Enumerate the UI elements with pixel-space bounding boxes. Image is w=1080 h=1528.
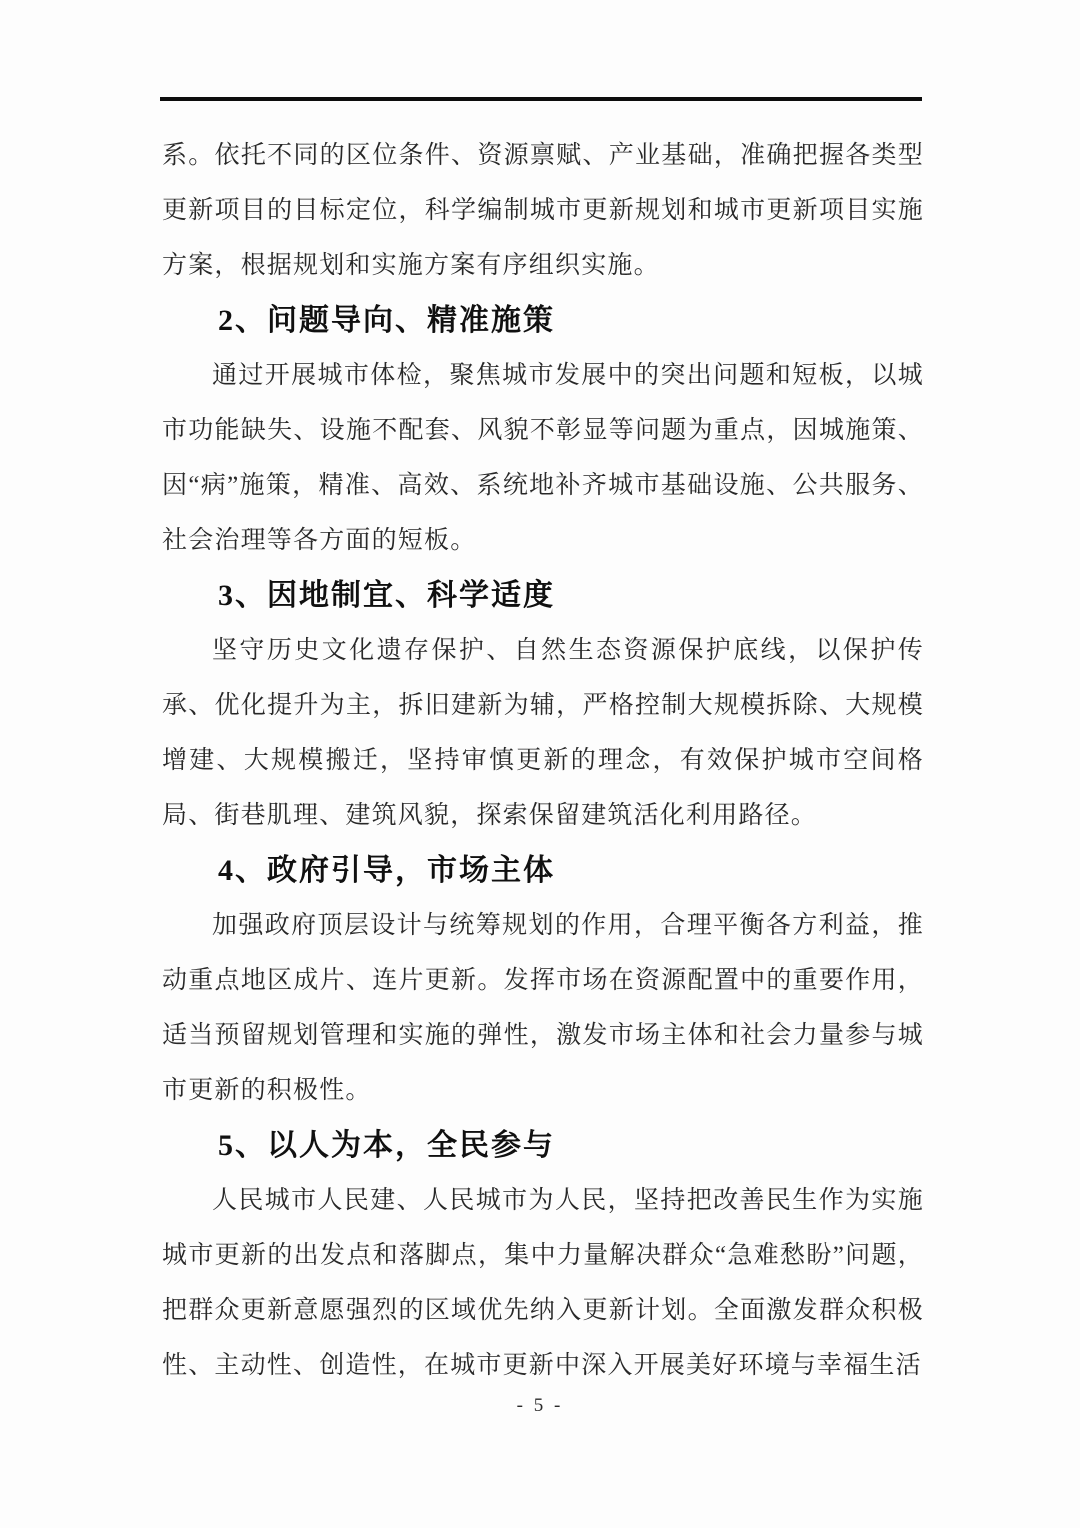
- header-rule: [160, 97, 922, 101]
- section-heading-3: 3、因地制宜、科学适度: [218, 579, 555, 612]
- paragraph-section-2: 通过开展城市体检，聚焦城市发展中的突出问题和短板，以城市功能缺失、设施不配套、风貌不彰显等问题为重点，因城施策、因“病”施策，精准、高效、系统地补齐城市基础设施、公共服务、社会治理等各方面的短板。: [162, 362, 924, 554]
- page-number: - 5 -: [516, 1395, 564, 1416]
- paragraph-section-5: 人民城市人民建、人民城市为人民，坚持把改善民生作为实施城市更新的出发点和落脚点，集中力量解决群众“急难愁盼”问题，把群众更新意愿强烈的区域优先纳入更新计划。全面激发群众积极性、主动性、创造性，在城市更新中深入开展美好环境与幸福生活: [162, 1187, 924, 1379]
- section-heading-5: 5、以人为本，全民参与: [218, 1129, 555, 1162]
- section-heading-2: 2、问题导向、精准施策: [218, 304, 555, 337]
- paragraph-continuation: 系。依托不同的区位条件、资源禀赋、产业基础，准确把握各类型更新项目的目标定位，科学编制城市更新规划和城市更新项目实施方案，根据规划和实施方案有序组织实施。: [162, 142, 924, 279]
- paragraph-section-4: 加强政府顶层设计与统筹规划的作用，合理平衡各方利益，推动重点地区成片、连片更新。发挥市场在资源配置中的重要作用，适当预留规划管理和实施的弹性，激发市场主体和社会力量参与城市更新的积极性。: [162, 912, 924, 1104]
- paragraph-section-3: 坚守历史文化遗存保护、自然生态资源保护底线，以保护传承、优化提升为主，拆旧建新为辅，严格控制大规模拆除、大规模增建、大规模搬迁，坚持审慎更新的理念，有效保护城市空间格局、街巷肌理、建筑风貌，探索保留建筑活化利用路径。: [162, 637, 924, 829]
- document-body: [162, 128, 924, 1393]
- section-heading-4: 4、政府引导，市场主体: [218, 854, 555, 887]
